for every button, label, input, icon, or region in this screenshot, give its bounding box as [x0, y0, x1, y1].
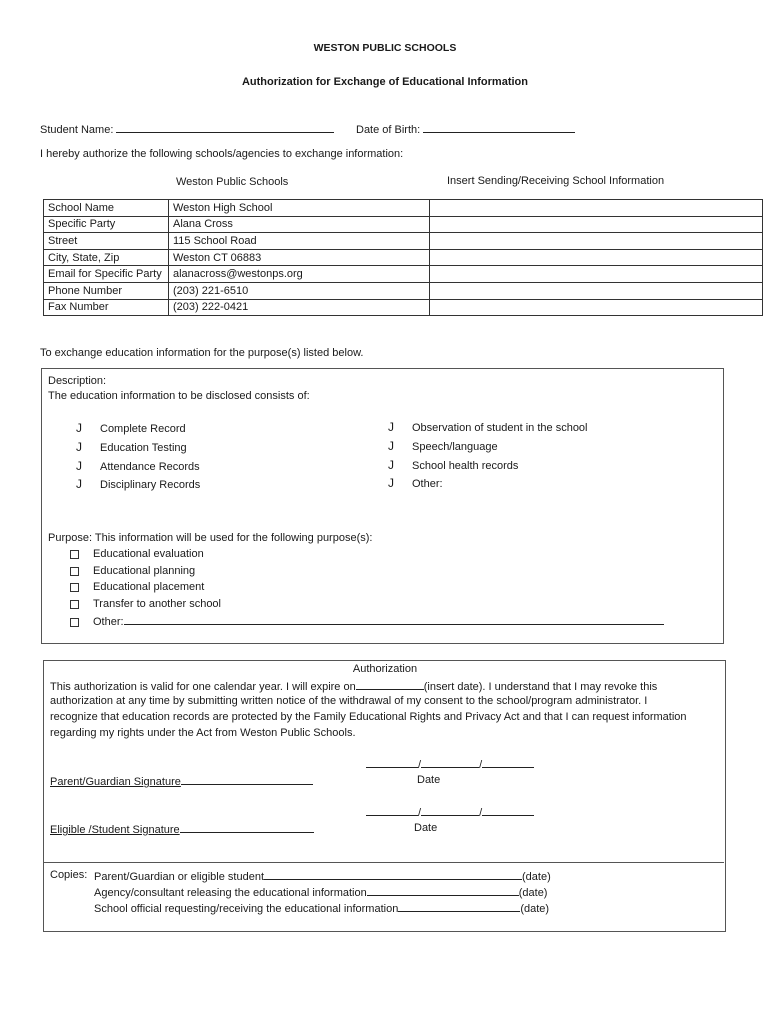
purpose-item-label: Educational evaluation — [93, 548, 204, 560]
checklist-item-label: Observation of student in the school — [412, 422, 588, 434]
parent-date-field[interactable]: / / — [366, 757, 534, 771]
copies-agency-field[interactable] — [367, 885, 519, 896]
info-value[interactable]: (203) 222-0421 — [169, 299, 430, 316]
checklist-item-label: Education Testing — [100, 442, 187, 454]
table-row — [44, 249, 763, 266]
student-date-label: Date — [414, 822, 438, 834]
dob-label: Date of Birth: — [356, 124, 421, 136]
table-row — [44, 299, 763, 316]
checklist-item-label: School health records — [412, 460, 519, 472]
table-row — [44, 266, 763, 283]
checklist-item[interactable] — [76, 459, 200, 473]
checkbox-icon[interactable] — [70, 583, 79, 592]
check-icon: J — [388, 420, 394, 434]
dob-row — [356, 122, 575, 136]
copies-line-1: Parent/Guardian or eligible student (date) — [94, 871, 551, 883]
check-icon: J — [76, 440, 82, 454]
purpose-item[interactable] — [70, 548, 204, 560]
info-value[interactable]: (203) 221-6510 — [169, 282, 430, 299]
document-title: WESTON PUBLIC SCHOOLS — [313, 42, 457, 54]
purpose-label: Purpose: This information will be used for the following purpose(s): — [48, 532, 373, 544]
authorization-line-1a: This authorization is valid for one calendar year. I will expire on — [50, 681, 356, 693]
copies-divider — [43, 862, 724, 863]
other-school-field[interactable] — [430, 299, 763, 316]
student-name-label: Student Name: — [40, 124, 114, 136]
checklist-item[interactable] — [76, 440, 187, 454]
student-name-row — [40, 122, 334, 136]
purpose-item-label: Educational placement — [93, 581, 205, 593]
copies-label: Copies: — [50, 869, 88, 881]
authorization-line-4: regarding my rights under the Act from Weston Public Schools. — [50, 727, 356, 739]
table-row — [44, 200, 763, 217]
checklist-item[interactable] — [388, 439, 498, 453]
checklist-item-label: Disciplinary Records — [100, 479, 201, 491]
expiry-date-field[interactable] — [356, 679, 424, 690]
check-icon: J — [76, 477, 82, 491]
checklist-item[interactable] — [388, 420, 588, 434]
copies-line-2: Agency/consultant releasing the educational information (date) — [94, 887, 548, 899]
info-value[interactable]: Weston CT 06883 — [169, 249, 430, 266]
info-value[interactable]: Weston High School — [169, 200, 430, 217]
parent-date-label: Date — [417, 774, 441, 786]
purpose-item[interactable] — [70, 598, 221, 610]
purpose-item[interactable] — [70, 581, 204, 593]
other-school-field[interactable] — [430, 266, 763, 283]
student-name-field[interactable] — [116, 122, 334, 133]
purpose-intro-text: To exchange education information for the purpose(s) listed below. — [40, 347, 364, 359]
intro-text: I hereby authorize the following schools/agencies to exchange information: — [40, 148, 404, 160]
other-school-field[interactable] — [430, 233, 763, 250]
info-value[interactable]: 115 School Road — [169, 233, 430, 250]
school-info-table — [43, 199, 763, 316]
authorization-line-2: authorization at any time by submitting written notice of the withdrawal of my consent to the school/program administrator. I — [50, 695, 648, 707]
check-icon: J — [76, 459, 82, 473]
info-label: Specific Party — [44, 216, 169, 233]
checklist-item[interactable] — [388, 458, 518, 472]
authorization-line-3: recognize that education records are protected by the Family Educational Rights and Privacy Act and that I can request information — [50, 711, 687, 723]
checklist-item-label: Other: — [412, 478, 443, 490]
info-value[interactable]: alanacross@westonps.org — [169, 266, 430, 283]
info-label: City, State, Zip — [44, 249, 169, 266]
column-weston-heading: Weston Public Schools — [176, 176, 289, 188]
checklist-item[interactable] — [76, 421, 186, 435]
purpose-item-label: Educational planning — [93, 565, 196, 577]
other-school-field[interactable] — [430, 200, 763, 217]
checkbox-icon[interactable] — [70, 618, 79, 627]
checklist-item-label: Speech/language — [412, 441, 498, 453]
student-signature-field[interactable] — [180, 822, 314, 833]
dob-field[interactable] — [423, 122, 575, 133]
info-label: Fax Number — [44, 299, 169, 316]
purpose-item[interactable] — [70, 565, 195, 577]
checklist-item-label: Attendance Records — [100, 461, 200, 473]
table-row — [44, 233, 763, 250]
table-row — [44, 282, 763, 299]
info-label: Street — [44, 233, 169, 250]
authorization-line-1 — [50, 679, 657, 693]
table-row — [44, 216, 763, 233]
purpose-other-field[interactable] — [124, 614, 664, 625]
info-label: School Name — [44, 200, 169, 217]
purpose-item-label: Other: — [93, 616, 124, 628]
check-icon: J — [388, 458, 394, 472]
checklist-item[interactable] — [76, 477, 200, 491]
copies-official-field[interactable] — [398, 901, 520, 912]
check-icon: J — [388, 476, 394, 490]
other-school-field[interactable] — [430, 216, 763, 233]
column-other-heading: Insert Sending/Receiving School Information — [447, 175, 665, 187]
student-signature-label: Eligible /Student Signature — [50, 824, 180, 836]
other-school-field[interactable] — [430, 249, 763, 266]
parent-signature-row — [50, 774, 313, 788]
check-icon: J — [76, 421, 82, 435]
checkbox-icon[interactable] — [70, 567, 79, 576]
parent-signature-label: Parent/Guardian Signature — [50, 776, 181, 788]
checklist-item[interactable] — [388, 476, 443, 490]
authorization-line-1b: (insert date). I understand that I may revoke this — [423, 681, 658, 693]
check-icon: J — [388, 439, 394, 453]
copies-line-3: School official requesting/receiving the educational information (date) — [94, 903, 550, 915]
student-signature-row — [50, 822, 314, 836]
info-value[interactable]: Alana Cross — [169, 216, 430, 233]
checkbox-icon[interactable] — [70, 550, 79, 559]
other-school-field[interactable] — [430, 282, 763, 299]
description-text: The education information to be disclosed consists of: — [48, 390, 310, 402]
info-label: Email for Specific Party — [44, 266, 169, 283]
checkbox-icon[interactable] — [70, 600, 79, 609]
purpose-item-label: Transfer to another school — [93, 598, 221, 610]
copies-parent-field[interactable] — [264, 869, 522, 880]
authorization-heading: Authorization — [352, 663, 418, 675]
checklist-item-label: Complete Record — [100, 423, 186, 435]
description-label: Description: — [48, 375, 107, 387]
document-subtitle: Authorization for Exchange of Educational Information — [241, 76, 528, 88]
parent-signature-field[interactable] — [181, 774, 313, 785]
info-label: Phone Number — [44, 282, 169, 299]
purpose-item[interactable] — [70, 614, 664, 628]
student-date-field[interactable]: / / — [366, 805, 534, 819]
